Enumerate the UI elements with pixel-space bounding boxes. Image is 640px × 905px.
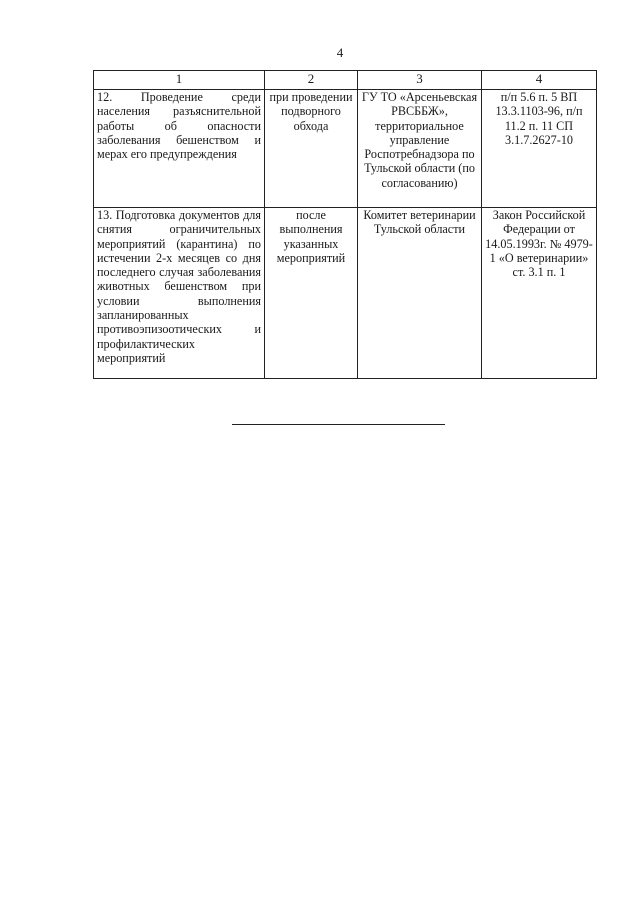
responsible-cell: Комитет ветеринарии Тульской области — [358, 208, 482, 379]
table-row — [94, 208, 597, 379]
activity-cell: 12. Проведение среди населения разъяснительной работы об опасности заболевания бешенством и мерах его предупреждения — [94, 90, 265, 208]
basis-cell: Закон Российской Федерации от 14.05.1993г. № 4979-1 «О ветеринарии» ст. 3.1 п. 1 — [482, 208, 597, 379]
table-header-row — [94, 71, 597, 90]
column-header-3: 3 — [358, 71, 482, 90]
activity-cell: 13. Подготовка документов для снятия ограничительных мероприятий (карантина) по истечении 2-х месяцев со дня последнего случая заболевания животных бешенством при условии выполнения запланированных противоэпизоотических и профилактических мероприятий — [94, 208, 265, 379]
page-number: 4 — [336, 45, 344, 60]
responsible-cell: ГУ ТО «Арсеньевская РВСББЖ», территориальное управление Роспотребнадзора по Тульской области (по согласованию) — [358, 90, 482, 208]
activities-table — [93, 70, 597, 379]
column-header-1: 1 — [94, 71, 265, 90]
column-header-2: 2 — [265, 71, 358, 90]
table-row — [94, 90, 597, 208]
timing-cell: после выполнения указанных мероприятий — [265, 208, 358, 379]
timing-cell: при проведении подворного обхода — [265, 90, 358, 208]
closing-rule-line — [232, 424, 445, 425]
basis-cell: п/п 5.6 п. 5 ВП 13.3.1103-96, п/п 11.2 п. 11 СП 3.1.7.2627-10 — [482, 90, 597, 208]
column-header-4: 4 — [482, 71, 597, 90]
